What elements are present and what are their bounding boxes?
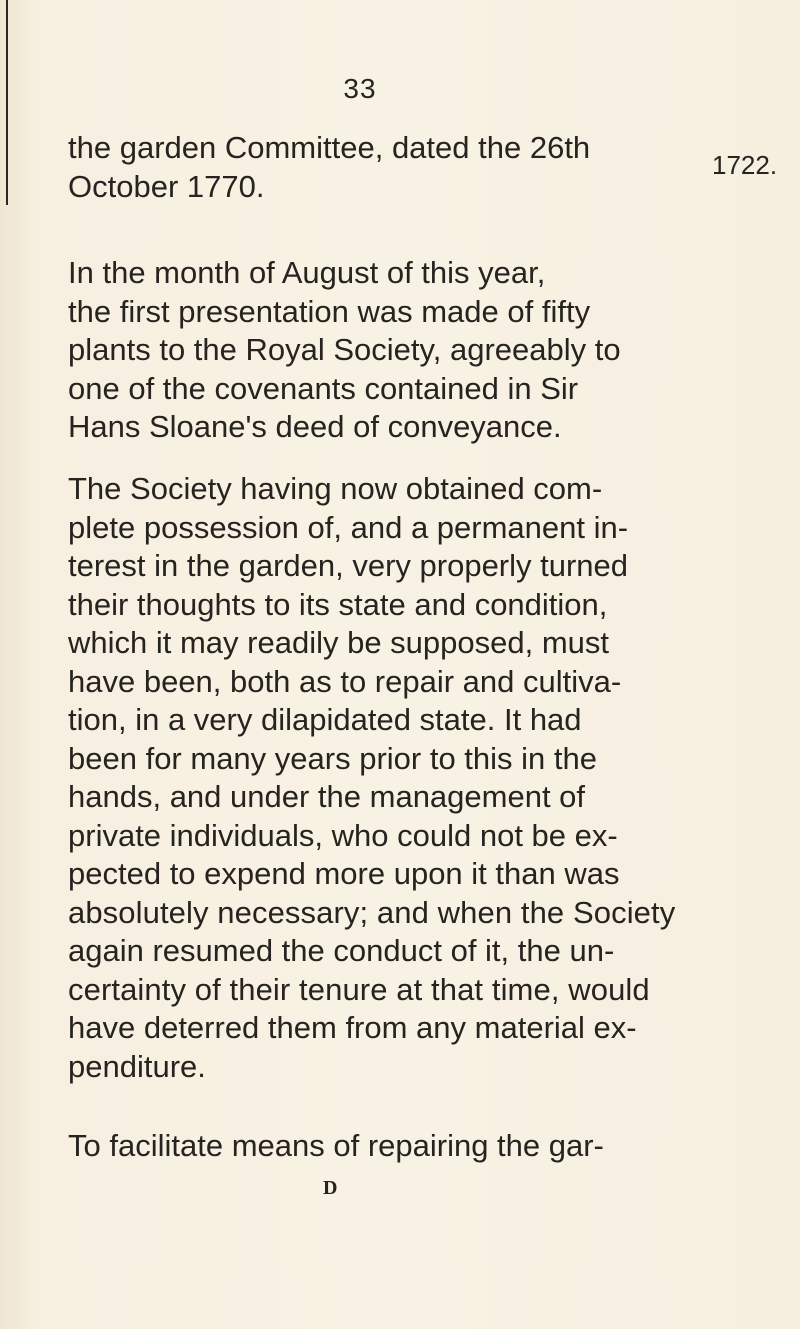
text-line: private individuals, who could not be ex- <box>68 817 618 853</box>
text-line: plete possession of, and a permanent in- <box>68 509 629 545</box>
text-line: again resumed the conduct of it, the un- <box>68 933 615 968</box>
paragraph-3 <box>68 470 675 1086</box>
text-line: pected to expend more upon it than was <box>68 856 620 891</box>
margin-note-year: 1722. <box>712 150 778 180</box>
text-line: October 1770. <box>68 168 265 204</box>
text-line: To facilitate means of repairing the gar- <box>68 1128 604 1163</box>
text-line: In the month of August of this year, <box>68 255 546 290</box>
text-line: have deterred them from any material ex- <box>68 1010 637 1045</box>
text-line: have been, both as to repair and cultiva- <box>68 663 622 699</box>
text-line: Hans Sloane's deed of conveyance. <box>68 409 562 444</box>
paragraph-1 <box>68 129 590 206</box>
text-line: one of the covenants contained in Sir <box>68 370 579 406</box>
text-line: tion, in a very dilapidated state. It had <box>68 702 582 737</box>
text-line: plants to the Royal Society, agreeably to <box>68 332 621 367</box>
text-line: which it may readily be supposed, must <box>68 625 610 660</box>
paragraph-2 <box>68 254 621 447</box>
text-line: the first presentation was made of fifty <box>68 293 591 329</box>
text-line: penditure. <box>68 1048 206 1084</box>
text-line: The Society having now obtained com- <box>68 471 603 506</box>
page-number: 33 <box>343 73 377 104</box>
text-line: hands, and under the management of <box>68 779 586 814</box>
text-line: been for many years prior to this in the <box>68 740 597 776</box>
text-line: the garden Committee, dated the 26th <box>68 130 591 165</box>
text-line: certainty of their tenure at that time, would <box>68 971 650 1007</box>
paragraph-4 <box>68 1127 604 1166</box>
text-line: absolutely necessary; and when the Society <box>68 894 676 930</box>
text-line: terest in the garden, very properly turned <box>68 548 629 583</box>
page-edge-line <box>6 0 8 205</box>
signature-mark: D <box>323 1177 338 1199</box>
text-line: their thoughts to its state and condition, <box>68 586 608 622</box>
